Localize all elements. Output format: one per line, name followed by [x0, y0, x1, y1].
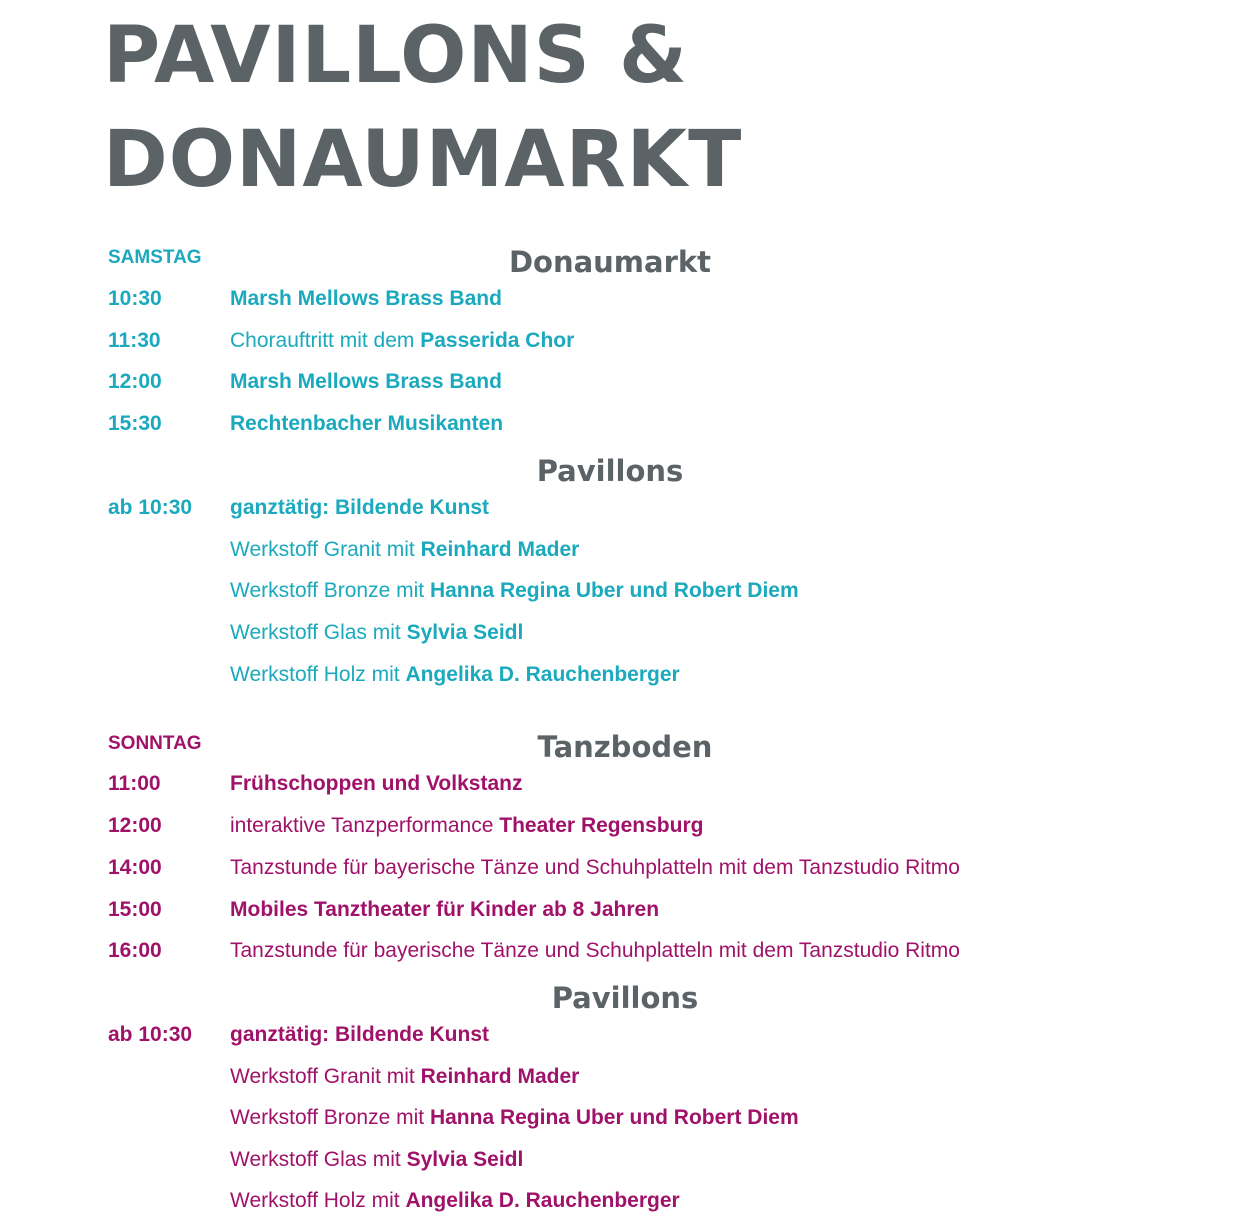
- schedule-time: 11:00: [108, 772, 161, 795]
- entry-highlight: Rechtenbacher Musikanten: [230, 412, 504, 435]
- schedule-entry: [230, 812, 703, 840]
- schedule-entry: [230, 1063, 579, 1091]
- page-title: [103, 4, 742, 212]
- entry-highlight: Sylvia Seidl: [406, 1148, 524, 1171]
- schedule-entry: [230, 661, 680, 689]
- entry-highlight: ganztätig: Bildende Kunst: [230, 496, 489, 519]
- schedule-entry: [230, 327, 574, 355]
- schedule-entry: [230, 1104, 799, 1132]
- schedule-entry: [230, 494, 489, 522]
- entry-highlight: Hanna Regina Uber und Robert Diem: [429, 579, 799, 602]
- entry-text: Werkstoff Granit mit: [230, 538, 421, 561]
- section-heading-tanzboden: Tanzboden: [537, 730, 713, 764]
- schedule-entry: [230, 937, 960, 965]
- section-heading-pavillons: Pavillons: [536, 454, 684, 488]
- schedule-entry: [230, 770, 522, 798]
- schedule-time: 15:00: [108, 898, 162, 921]
- entry-text: Werkstoff Glas mit: [230, 621, 407, 644]
- schedule-entry: [230, 368, 502, 396]
- schedule-time: ab 10:30: [108, 496, 193, 519]
- schedule-time: 15:30: [108, 412, 162, 435]
- entry-highlight: Angelika D. Rauchenberger: [405, 663, 680, 686]
- entry-text: Werkstoff Glas mit: [230, 1148, 407, 1171]
- schedule-entry: [230, 577, 799, 605]
- day-label-sunday: SONNTAG: [108, 733, 202, 754]
- schedule-entry: [230, 619, 523, 647]
- entry-text: interaktive Tanzperformance: [230, 814, 500, 837]
- schedule-time: 11:30: [108, 329, 161, 352]
- schedule-entry: [230, 896, 659, 924]
- schedule-entry: [230, 854, 960, 882]
- entry-highlight: Angelika D. Rauchenberger: [405, 1189, 680, 1212]
- entry-highlight: Theater Regensburg: [499, 814, 704, 837]
- section-heading-pavillons-sunday: Pavillons: [551, 981, 699, 1015]
- entry-text: Chorauftritt mit dem: [230, 329, 421, 352]
- schedule-entry: [230, 1146, 523, 1174]
- entry-text: Tanzstunde für bayerische Tänze und Schuhplatteln mit dem Tanzstudio Ritmo: [230, 856, 960, 879]
- schedule-time: 10:30: [108, 287, 162, 310]
- schedule-time: 14:00: [108, 856, 162, 879]
- entry-text: Werkstoff Holz mit: [230, 1189, 406, 1212]
- entry-text: Werkstoff Bronze mit: [230, 579, 430, 602]
- page-title-line-1: PAVILLONS &: [103, 11, 689, 101]
- entry-text: Werkstoff Granit mit: [230, 1065, 421, 1088]
- entry-highlight: Sylvia Seidl: [406, 621, 524, 644]
- schedule-entry: [230, 536, 579, 564]
- entry-highlight: Hanna Regina Uber und Robert Diem: [429, 1106, 799, 1129]
- schedule-time: ab 10:30: [108, 1023, 193, 1046]
- schedule-entry: [230, 1187, 680, 1215]
- entry-text: Tanzstunde für bayerische Tänze und Schuhplatteln mit dem Tanzstudio Ritmo: [230, 939, 960, 962]
- entry-highlight: Marsh Mellows Brass Band: [230, 370, 502, 393]
- entry-highlight: Reinhard Mader: [420, 538, 580, 561]
- entry-highlight: Reinhard Mader: [420, 1065, 580, 1088]
- schedule-time: 16:00: [108, 939, 162, 962]
- entry-highlight: ganztätig: Bildende Kunst: [230, 1023, 489, 1046]
- schedule-time: 12:00: [108, 370, 162, 393]
- day-label-saturday: SAMSTAG: [108, 247, 202, 268]
- schedule-entry: [230, 1021, 489, 1049]
- schedule-time: 12:00: [108, 814, 162, 837]
- schedule-entry: [230, 410, 503, 438]
- entry-text: Werkstoff Holz mit: [230, 663, 406, 686]
- entry-text: Werkstoff Bronze mit: [230, 1106, 430, 1129]
- schedule-entry: [230, 285, 502, 313]
- page-title-line-2: DONAUMARKT: [103, 115, 743, 205]
- entry-highlight: Marsh Mellows Brass Band: [230, 287, 502, 310]
- entry-highlight: Frühschoppen und Volkstanz: [230, 772, 523, 795]
- entry-highlight: Passerida Chor: [420, 329, 575, 352]
- entry-highlight: Mobiles Tanztheater für Kinder ab 8 Jahren: [230, 898, 660, 921]
- section-heading-donaumarkt: Donaumarkt: [508, 245, 712, 279]
